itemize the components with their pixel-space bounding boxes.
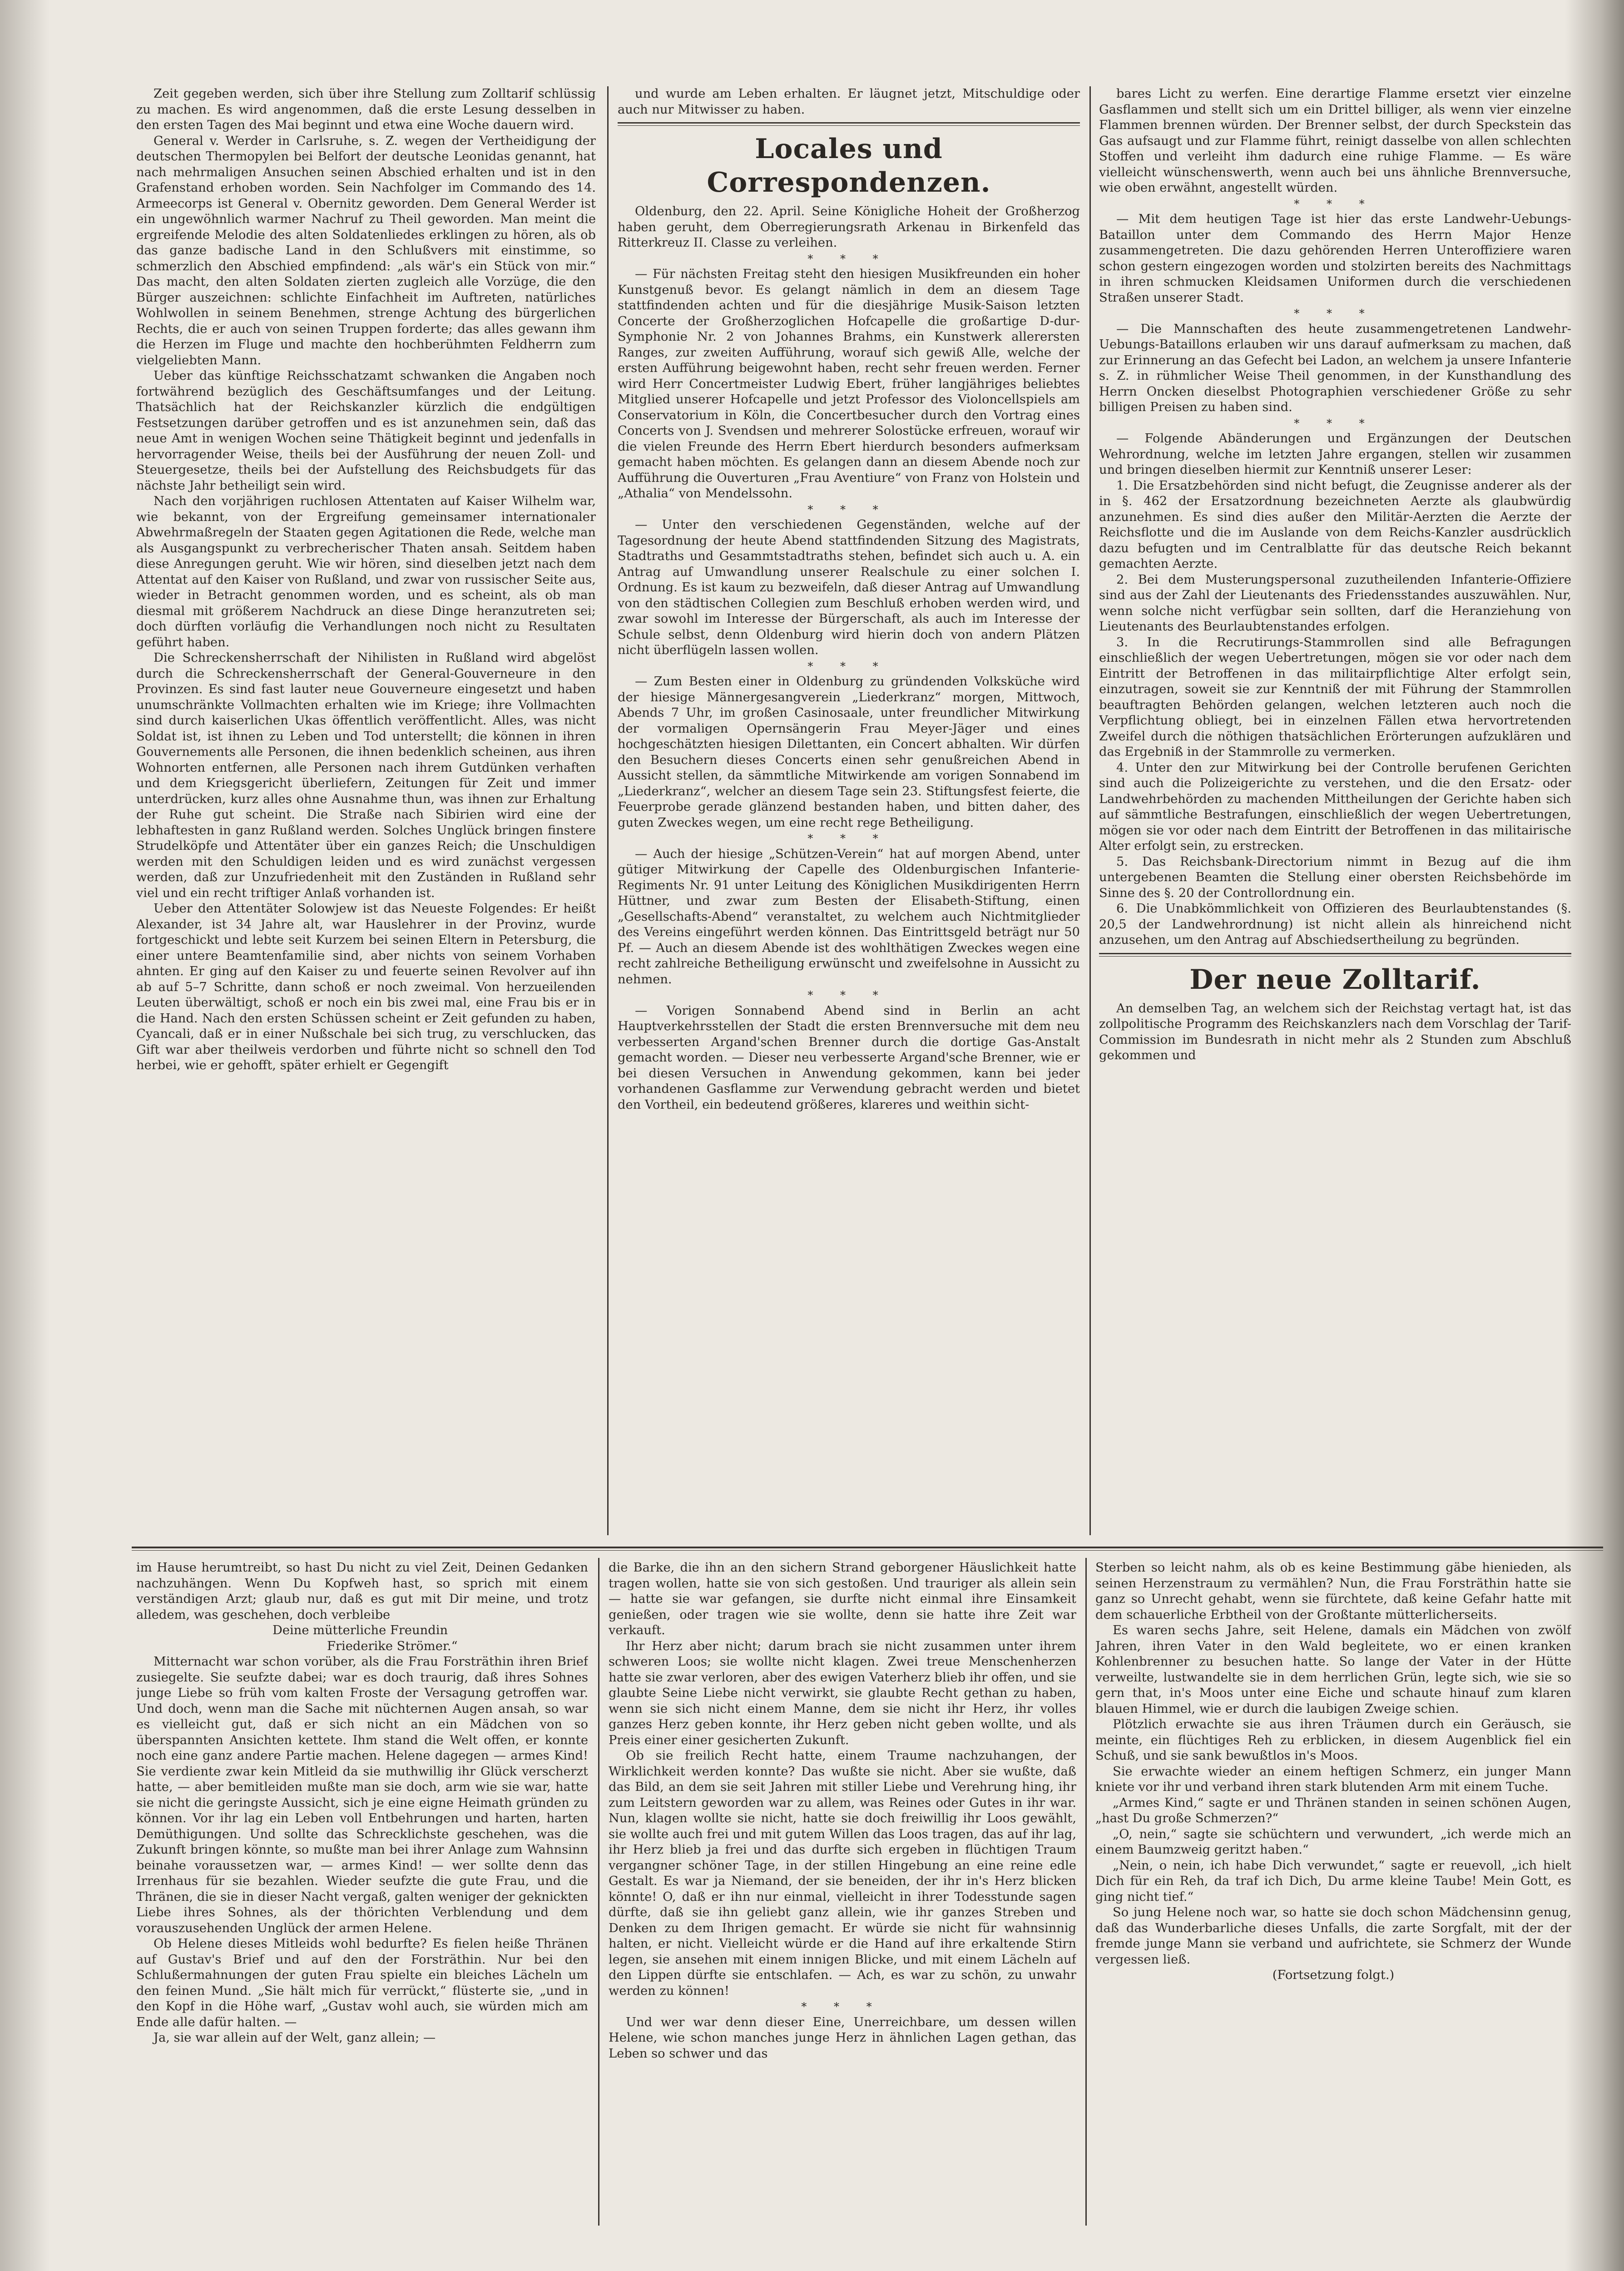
article-paragraph: 1. Die Ersatzbehörden sind nicht befugt, die Zeugnisse anderer als der in §. 462 der Ersatzordnung bezeichneten Aerzte als glaubwürdig anzunehmen. Es sind dies außer den Militär-Aerzten die Aerzte der Reichsflotte und die im Auslande von dem Reichs-Kanzler ausdrücklich dazu befugten und im Centralblatte für das deutsche Reich bekannt gemachten Aerzte. [1099, 478, 1571, 571]
article-paragraph: Ob Helene dieses Mitleids wohl bedurfte? Es fielen heiße Thränen auf Gustav's Brief und auf den der Forsträthin. Nur bei den Schlußermahnungen der guten Frau spielte ein bleiches Lächeln um den feinen Mund. „Sie hält mich für verrückt,“ flüsterte sie, „und in den Kopf in die Höhe warf, „Gustav wohl auch, sie würden mich am Ende alle dafür halten. — [136, 1937, 588, 2029]
column-feuilleton-2 [609, 1560, 1076, 2228]
article-paragraph: „Nein, o nein, ich habe Dich verwundet,“ sagte er reuevoll, „ich hielt Dich für ein Reh, da traf ich Dich, Du arme kleine Taube! Mein Gott, es ging nicht tief.“ [1095, 1858, 1571, 1904]
article-paragraph: 5. Das Reichsbank-Directorium nimmt in Bezug auf die ihm untergebenen Beamten die Stellung einer obersten Reichsbehörde im Sinne des §. 20 der Controllordnung ein. [1099, 854, 1571, 900]
article-paragraph: 3. In die Recrutirungs-Stammrollen sind alle Befragungen einschließlich der wegen Uebertretungen, mögen sie vor oder nach dem Eintritt der Betroffenen in das militairpflichtige Alter erfolgt sein, einzutragen, soweit sie zur Kenntniß der mit Führung der Stammrollen beauftragten Behörden gelangen, welchen letzteren auch noch die Verpflichtung obliegt, bei in einzelnen Fällen etwa hervortretenden Zweifel durch die nöthigen thatsächlichen Erörterungen aufzuklären und das Ergebniß in der Stammrolle zu vermerken. [1099, 635, 1571, 759]
asterism-separator: * * * [807, 503, 890, 516]
article-paragraph: Nach den vorjährigen ruchlosen Attentaten auf Kaiser Wilhelm war, wie bekannt, von der Ergreifung gemeinsamer internationaler Abwehrmaßregeln der Staaten gegen Agitationen die Rede, welche man als Ausgangspunkt zu verbrecherischer Thaten ansah. Seitdem haben diese Anregungen geruht. Wie wir hören, sind dieselben jetzt nach dem Attentat auf den Kaiser von Rußland, und zwar von russischer Seite aus, wieder in Betracht genommen worden, und es scheint, als ob man diesmal mit größerem Nachdruck an diese Dinge heranzutreten sei; doch dürften vorläufig die Verhandlungen noch nicht zu Resultaten geführt haben. [136, 494, 596, 650]
article-paragraph: Plötzlich erwachte sie aus ihren Träumen durch ein Geräusch, sie meinte, ein flüchtiges Reh zu erblicken, in diesem Augenblick fiel ein Schuß, und sie sank bewußtlos in's Moos. [1095, 1717, 1571, 1763]
asterism-separator: * * * [1294, 197, 1376, 210]
article-paragraph: Ueber das künftige Reichsschatzamt schwanken die Angaben noch fortwährend bezüglich des Geschäftsumfanges und der Leitung. Thatsächlich hat der Reichskanzler kürzlich die endgültigen Festsetzungen darüber getroffen und es ist anzunehmen sein, daß das neue Amt in wenigen Wochen seine Thätigkeit beginnt und jedenfalls in hervorragender Weise, theils bei der Ausführung der neuen Zoll- und Steuergesetze, theils bei der Aufstellung des Reichsbudgets für das nächste Jahr betheiligt sein wird. [136, 369, 596, 493]
article-paragraph: die Barke, die ihn an den sichern Strand geborgener Häuslichkeit hatte tragen wollen, hatte sie von sich gestoßen. Und trauriger als allein sein — hatte sie war gefangen, sie durfte nicht einmal ihre Einsamkeit genießen, oder tragen wie sie wollte, denn sie hatte ihre Zeit war verkauft. [609, 1561, 1076, 1637]
asterism-separator: * * * [1294, 307, 1376, 320]
article-paragraph: im Hause herumtreibt, so hast Du nicht zu viel Zeit, Deinen Gedanken nachzuhängen. Wenn Du Kopfweh hast, so sprich mit einem verständigen Arzt; glaub nur, daß es gut mit Dir meine, und trotz alledem, was geschehen, doch verbleibe [136, 1561, 588, 1622]
article-paragraph: Oldenburg, den 22. April. Seine Königliche Hoheit der Großherzog haben geruht, dem Oberregierungsrath Arkenau in Birkenfeld das Ritterkreuz II. Classe zu verleihen. [618, 204, 1080, 250]
article-paragraph: — Mit dem heutigen Tage ist hier das erste Landwehr-Uebungs-Bataillon unter dem Commando des Herrn Major Henze zusammengetreten. Die dazu gehörenden Herren Unteroffiziere waren schon gestern eingezogen worden und stolzirten bereits des Nachmittags in ihren schmucken Kleidsamen Uniformen durch die verschiedenen Straßen unserer Stadt. [1099, 212, 1571, 305]
column-feuilleton-1 [136, 1560, 588, 2228]
column-local-news [618, 86, 1080, 1542]
asterism-separator: * * * [801, 2000, 884, 2013]
section-heading: Locales und Correspondenzen. [707, 133, 991, 198]
asterism-separator: * * * [1294, 417, 1376, 430]
column-rule [598, 1558, 599, 2226]
column-rule [1085, 1558, 1087, 2226]
article-paragraph: und wurde am Leben erhalten. Er läugnet jetzt, Mitschuldige oder auch nur Mitwisser zu haben. [618, 87, 1080, 117]
article-paragraph: Mitternacht war schon vorüber, als die Frau Forsträthin ihren Brief zusiegelte. Sie seufzte dabei; war es doch traurig, daß ihres Sohnes junge Liebe so früh vom kalten Froste der Versagung getroffen war. Und doch, wenn man die Sache mit nüchternen Augen ansah, so war es vielleicht gut, daß er sich nicht an ein Mädchen von so überspannten Ansichten kettete. Ihm stand die Welt offen, er konnte noch eine ganz andere Partie machen. Helene dagegen — armes Kind! Sie verdiente zwar kein Mitleid da sie muthwillig ihr Glück verscherzt hatte, — aber bemitleiden mußte man sie doch, arm wie sie war, hatte sie nicht die geringste Aussicht, sich je eine eigne Heimath gründen zu können. Vor ihr lag ein Leben voll Entbehrungen und harten, harten Demüthigungen. Und sollte das Schrecklichste geschehen, was die Zukunft bringen könnte, so mußte man bei ihrer Anlage zum Wahnsinn beinahe voraussetzen war, — armes Kind! — wer sollte denn das Irrenhaus für sie bezahlen. Wieder seufzte die gute Frau, und die Thränen, die sie in dieser Nacht vergaß, galten weniger der geknickten Liebe ihres Sohnes, als der thörichten Verblendung und dem vorauszusehenden Unglück der armen Helene. [136, 1655, 588, 1935]
article-paragraph: — Die Mannschaften des heute zusammengetretenen Landwehr-Uebungs-Bataillons erlauben wir uns darauf aufmerksam zu machen, daß zur Erinnerung an das Gefecht bei Ladon, an welchem ja unsere Infanterie s. Z. in rühmlicher Weise Theil genommen, in der Kunsthandlung des Herrn Oncken dieselbst Photographien verschiedener Größe zu sehr billigen Preisen zu haben sind. [1099, 322, 1571, 414]
article-paragraph: Zeit gegeben werden, sich über ihre Stellung zum Zolltarif schlüssig zu machen. Es wird angenommen, daß die erste Lesung desselben in den ersten Tagen des Mai beginnt und etwa eine Woche dauern wird. [136, 87, 596, 132]
article-paragraph: So jung Helene noch war, so hatte sie doch schon Mädchensinn genug, daß das Wunderbarliche dieses Unfalls, die zarte Sorgfalt, mit der der fremde junge Mann sie verband und aufrichtete, sie Schmerz der Wunde vergessen ließ. [1095, 1905, 1571, 1967]
asterism-separator: * * * [807, 832, 890, 845]
section-heading: Der neue Zolltarif. [1189, 963, 1481, 996]
article-paragraph: 2. Bei dem Musterungspersonal zuzutheilenden Infanterie-Offiziere sind aus der Zahl der Lieutenants des Friedensstandes auszuwählen. Nur, wenn solche nicht verfügbar sein sollten, darf die Heranziehung von Lieutenants des Beurlaubtenstandes erfolgen. [1099, 572, 1571, 634]
article-paragraph: — Vorigen Sonnabend Abend sind in Berlin an acht Hauptverkehrsstellen der Stadt die ersten Brennversuche mit dem neu verbesserten Argand'schen Brenner durch die dortige Gas-Anstalt gemacht worden. — Dieser neu verbesserte Argand'sche Brenner, wie er bei diesen Versuchen in Anwendung gekommen, kann bei jeder vorhandenen Gasflamme zur Verwendung gebracht werden und bietet den Vortheil, ein bedeutend größeres, klareres und weithin sicht- [618, 1003, 1080, 1112]
article-paragraph: An demselben Tag, an welchem sich der Reichstag vertagt hat, ist das zollpolitische Programm des Reichskanzlers nach dem Vorschlag der Tarif-Commission im Bundesrath in nicht mehr als 2 Stunden zum Abschluß gekommen und [1099, 1001, 1571, 1062]
article-paragraph: — Zum Besten einer in Oldenburg zu gründenden Volksküche wird der hiesige Männergesangverein „Liederkranz“ morgen, Mittwoch, Abends 7 Uhr, im großen Casinosaale, unter freundlicher Mitwirkung der vormaligen Opernsängerin Frau Meyer-Jäger und eines hochgeschätzten hiesigen Dilettanten, ein Concert abhalten. Wir dürfen den Besuchern dieses Concerts einen sehr genußreichen Abend in Aussicht stellen, da sämmtliche Mitwirkende am vorigen Sonnabend im „Liederkranz“, welcher an diesem Tage sein 23. Stiftungsfest feierte, die Feuerprobe gerade glänzend bestanden haben, und bitten daher, des guten Zweckes wegen, um eine recht rege Betheiligung. [618, 674, 1080, 830]
page-edge-shadow [1565, 0, 1624, 2271]
column-rule [607, 86, 609, 1535]
heading-rule [1099, 953, 1571, 957]
continuation-note: (Fortsetzung folgt.) [1272, 1968, 1395, 1982]
article-paragraph: Ihr Herz aber nicht; darum brach sie nicht zusammen unter ihrem schweren Loos; sie wollte nicht klagen. Zwei treue Menschenherzen hatte sie zwar verloren, aber des ewigen Vaterherz blieb ihr offen, und sie glaubte Seine Liebe nicht verwirkt, sie glaubte Recht gethan zu haben, wenn sie sich nicht einem Manne, dem sie nicht ihr Herz, ihr volles ganzes Herz geben konnte, ihr Herz geben nicht geben wollte, und als Preis einer einer gesicherten Zukunft. [609, 1639, 1076, 1747]
article-paragraph: — Unter den verschiedenen Gegenständen, welche auf der Tagesordnung der heute Abend stattfindenden Sitzung des Magistrats, Stadtraths und Gesammtstadtraths stehen, befindet sich auch u. A. ein Antrag auf Umwandlung unserer Realschule zu einer solchen I. Ordnung. Es ist kaum zu bezweifeln, daß dieser Antrag auf Umwandlung von den städtischen Collegien zum Beschluß erhoben werden wird, und zwar sowohl im Interesse der Bürgerschaft, als auch im Interesse der Schule selbst, denn Oldenburg wird hierin doch von andern Plätzen nicht überflügeln lassen wollen. [618, 518, 1080, 657]
heading-rule [618, 122, 1080, 126]
article-paragraph: Und wer war denn dieser Eine, Unerreichbare, um dessen willen Helene, wie schon manches junge Herz in ähnlichen Lagen gethan, das Leben so schwer und das [609, 2015, 1076, 2061]
article-paragraph: — Folgende Abänderungen und Ergänzungen der Deutschen Wehrordnung, welche im letzten Jahre ergangen, stellen wir zusammen und bringen dieselben hiermit zur Kenntniß unserer Leser: [1099, 431, 1571, 477]
article-paragraph: — Auch der hiesige „Schützen-Verein“ hat auf morgen Abend, unter gütiger Mitwirkung der Capelle des Oldenburgischen Infanterie-Regiments Nr. 91 unter Leitung des Königlichen Musikdirigenten Herrn Hüttner, und zwar zum Besten der Elisabeth-Stiftung, einen „Gesellschafts-Abend“ veranstaltet, zu welchem auch Nichtmitglieder des Vereins eingeführt werden können. Das Eintrittsgeld beträgt nur 50 Pf. — Auch an diesem Abende ist des wohlthätigen Zweckes wegen eine recht zahlreiche Betheiligung erwünscht und zweifelsohne in Aussicht zu nehmen. [618, 847, 1080, 987]
article-paragraph: — Für nächsten Freitag steht den hiesigen Musikfreunden ein hoher Kunstgenuß bevor. Es gelangt nämlich in dem an diesem Tage stattfindenden achten und für die diesjährige Musik-Saison letzten Concerte der Großherzoglichen Hofcapelle die großartige D-dur-Symphonie Nr. 2 von Johannes Brahms, ein Kunstwerk allerersten Ranges, zur zweiten Aufführung, worauf sich gewiß Alle, welche der ersten Aufführung beigewohnt haben, recht sehr freuen werden. Ferner wird Herr Concertmeister Ludwig Ebert, früher langjähriges beliebtes Mitglied unserer Hofcapelle und jetzt Professor des Violoncellspiels am Conservatorium in Köln, die Concertbesucher durch den Vortrag eines Concerts von J. Svendsen und mehrerer Solostücke erfreuen, worauf wir die vielen Freunde des Herrn Ebert hierdurch besonders aufmerksam gemacht haben möchten. Es gelangen dann an diesem Abende noch zur Aufführung die Ouverturen „Frau Aventiure“ von Franz von Holstein und „Athalia“ von Mendelssohn. [618, 267, 1080, 501]
article-paragraph: General v. Werder in Carlsruhe, s. Z. wegen der Vertheidigung der deutschen Thermopylen bei Belfort der deutsche Leonidas genannt, hat nach mehrmaligen Ansuchen seinen Abschied erhalten und ist in den Grafenstand erhoben worden. Sein Nachfolger im Commando des 14. Armeecorps ist General v. Obernitz geworden. Dem General Werder ist ein ungewöhnlich warmer Nachruf zu Theil geworden. Man meint die ergreifende Melodie des alten Soldatenliedes erklingen zu hören, als ob das ganze badische Land in den Schlußvers mit einstimme, so schmerzlich den Abschied empfindend: „als wär's ein Stück von mir.“ Das macht, den alten Soldaten zierten zugleich alle Vorzüge, die den Bürger auszeichnen: schlichte Einfachheit im Auftreten, natürliches Wohlwollen in seinem Benehmen, strenge Achtung des bürgerlichen Rechts, die er auch von seinen Truppen forderte; das alles gewann ihm die Herzen im Fluge und machte den hochberühmten Feldherrn zum vielgeliebten Mann. [136, 134, 596, 367]
column-feuilleton-3 [1095, 1560, 1571, 2228]
article-paragraph: bares Licht zu werfen. Eine derartige Flamme ersetzt vier einzelne Gasflammen und stellt sich um ein Drittel billiger, als wenn vier einzelne Flammen brennen würden. Der Brenner selbst, der durch Speckstein das Gas aufsaugt und zur Flamme führt, reinigt dasselbe von allen schlechten Stoffen und verleiht ihm dadurch eine ruhige Flamme. — Es wäre vielleicht wünschenswerth, wenn auch bei uns ähnliche Brennversuche, wie oben erwähnt, angestellt würden. [1099, 87, 1571, 195]
article-paragraph: Sterben so leicht nahm, als ob es keine Bestimmung gäbe hienieden, als seinen Herzenstraum zu vermählen? Nun, die Frau Forsträthin hatte sie ganz so Unrecht gehabt, wenn sie fürchtete, daß keine Gefahr hatte mit dem schauerliche Erbtheil von der Großtante mütterlicherseits. [1095, 1561, 1571, 1622]
article-paragraph: „O, nein,“ sagte sie schüchtern und verwundert, „ich werde mich an einem Baumzweig geritzt haben.“ [1095, 1827, 1571, 1857]
asterism-separator: * * * [807, 989, 890, 1002]
article-paragraph: Ja, sie war allein auf der Welt, ganz allein; — [153, 2031, 436, 2045]
article-paragraph: 6. Die Unabkömmlichkeit von Offizieren des Beurlaubtenstandes (§. 20,5 der Landwehrordnung) ist nicht allein als hinreichend nicht anzusehen, um den Antrag auf Abschiedsertheilung zu begründen. [1099, 902, 1571, 947]
asterism-separator: * * * [807, 252, 890, 265]
article-paragraph: Die Schreckensherrschaft der Nihilisten in Rußland wird abgelöst durch die Schreckensherrschaft der General-Gouverneure in den Provinzen. Es sind fast lauter neue Gouverneure eingesetzt und haben unumschränkte Vollmachten erhalten wie im Kriege; ihre Vollmachten sind durch kaiserlichen Ukas öffentlich veröffentlicht. Alles, was nicht Soldat ist, ist ihnen zu Leben und Tod unterstellt; die können in ihren Gouvernements alle Personen, die ihnen bedenklich scheinen, aus ihren Wohnorten entfernen, alle Personen nach ihrem Gutdünken verhaften und dem Kriegsgericht überliefern, Zeitungen für Zeit und immer unterdrücken, kurz alles ohne Ausnahme thun, was ihnen zur Erhaltung der Ruhe gut scheint. Die Straße nach Sibirien wird eine der lebhaftesten in ganz Rußland werden. Solches Unglück bringen finstere Strudelköpfe und Attentäter über ein ganzes Reich; die Unschuldigen werden mit den Schuldigen leiden und es wird zunächst vergessen werden, daß zur Unzufriedenheit mit den Zuständen in Rußland sehr viel und ein recht triftiger Anlaß vorhanden ist. [136, 651, 596, 900]
article-paragraph: Ueber den Attentäter Solowjew ist das Neueste Folgendes: Er heißt Alexander, ist 34 Jahre alt, war Hauslehrer in der Provinz, wurde fortgeschickt und lebte seit Kurzem bei seinen Eltern in Petersburg, die einer untere Beamtenfamilie sind, aber nichts von seinem Vorhaben ahnten. Er ging auf den Kaiser zu und feuerte seinen Revolver auf ihn ab auf 5–7 Schritte, dann schoß er noch zweimal. Von herzueilenden Leuten überwältigt, schoß er noch ein bis zwei mal, eine Frau bis er in die Hand. Nach den ersten Schüssen scheint er Zeit gefunden zu haben, Cyancali, daß er in einer Nußschale bei sich trug, zu verschlucken, das Gift war aber theilweis verdorben und führte nicht so schnell den Tod herbei, wie er gehofft, später erhielt er Gegengift [136, 902, 596, 1072]
page-binding-shadow [0, 0, 50, 2271]
article-paragraph: Es waren sechs Jahre, seit Helene, damals ein Mädchen von zwölf Jahren, ihren Vater in den Wald begleitete, wo er einen kranken Kohlenbrenner zu besuchen hatte. So lange der Vater in der Hütte verweilte, lustwandelte sie in dem herrlichen Grün, legte sich, wie sie so gern that, in's Moos unter eine Eiche und schaute hinauf zum klaren blauen Himmel, wie er durch die laubigen Zweige schien. [1095, 1623, 1571, 1716]
article-paragraph: 4. Unter den zur Mitwirkung bei der Controlle berufenen Gerichten sind auch die Polizeigerichte zu verstehen, und die den Ersatz- oder Landwehrbehörden zu machenden Mittheilungen der Gerichte haben sich auf sämmtliche Bestrafungen, einschließlich der wegen Uebertretungen, mögen sie vor oder nach dem Eintritt der Betroffenen in das militairische Alter erfolgt sein, zu erstrecken. [1099, 760, 1571, 853]
asterism-separator: * * * [807, 659, 890, 673]
article-paragraph: Sie erwachte wieder an einem heftigen Schmerz, ein junger Mann kniete vor ihr und verband ihren stark blutenden Arm mit einem Tuche. [1095, 1764, 1571, 1794]
column-politics [136, 86, 596, 1542]
column-military-tariff [1099, 86, 1571, 1542]
section-divider [132, 1550, 1603, 1551]
article-paragraph: Ob sie freilich Recht hatte, einem Traume nachzuhangen, der Wirklichkeit werden konnte? Das wußte sie nicht. Aber sie wußte, daß das Bild, an dem sie seit Jahren mit stiller Liebe und Verehrung hing, ihr zum Leitstern geworden war zu allem, was Reines oder Gutes in ihr war. Nun, klagen wollte sie nicht, hatte sie doch freiwillig ihr Loos gewählt, sie wollte auch frei und mit gutem Willen das Loos tragen, das auf ihr lag, ihr Herz blieb ja frei und das durfte sich ergeben in flüchtigen Traum vergangner schöner Tage, in der stillen Hingebung an eine reine edle Gestalt. Es war ja Niemand, der sie beneiden, der ihr in's Herz blicken könnte! O, daß er ihn nur einmal, vielleicht in ihrer Todesstunde sagen dürfte, daß sie ihn geliebt ganz allein, wie ihr ganzes Streben und Denken zu dem Ihrigen gemacht. Er würde sie nicht für wahnsinnig halten, er nicht. Vielleicht würde er die Hand auf ihre erkaltende Stirn legen, sie ansehen mit einem innigen Blicke, und mit einem Lächeln auf den Lippen dürfte sie entschlafen. — Ach, es war zu schön, zu unwahr werden zu können! [609, 1749, 1076, 1998]
section-divider [132, 1547, 1603, 1548]
article-paragraph: „Armes Kind,“ sagte er und Thränen standen in seinen schönen Augen, „hast Du große Schmerzen?“ [1095, 1795, 1571, 1825]
column-rule [1089, 86, 1091, 1535]
letter-closing: Deine mütterliche Freundin [272, 1623, 448, 1637]
letter-signature: Friederike Strömer.“ [327, 1639, 458, 1653]
